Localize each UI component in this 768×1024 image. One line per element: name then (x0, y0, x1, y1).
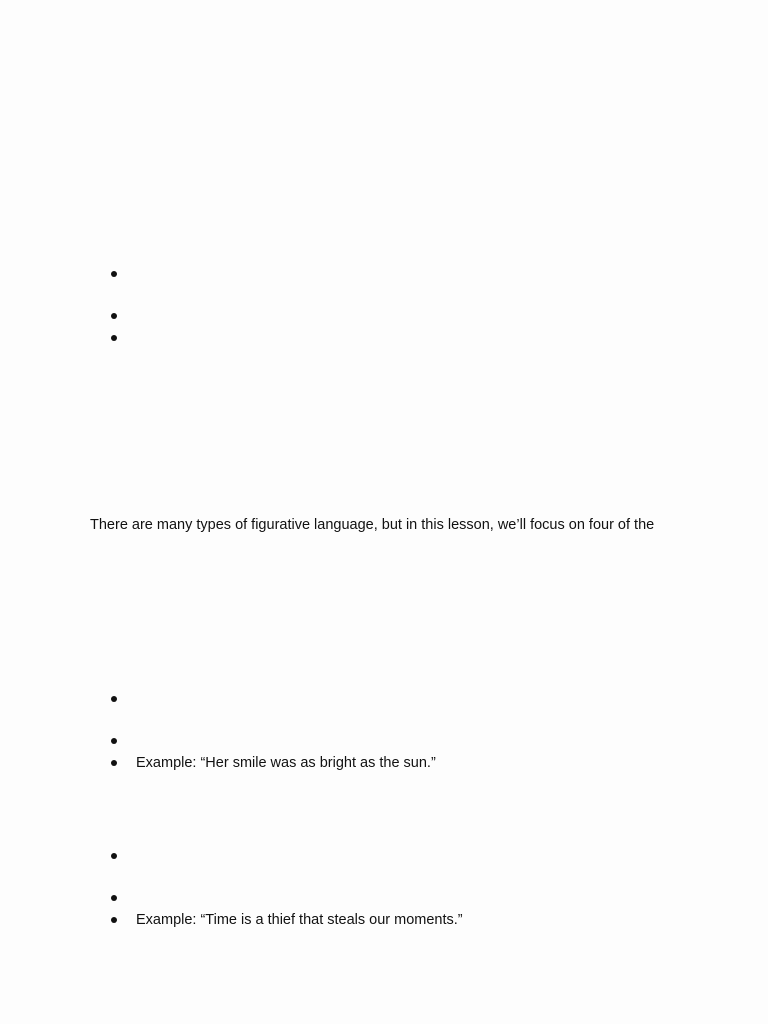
bullet-dot (111, 313, 117, 319)
bullet-dot (111, 760, 117, 766)
bullet-dot (111, 917, 117, 923)
bullet-dot (111, 271, 117, 277)
bullet-dot (111, 853, 117, 859)
bullet-dot (111, 895, 117, 901)
bullet-dot (111, 696, 117, 702)
example-simile: Example: “Her smile was as bright as the sun.” (136, 755, 436, 771)
bullet-dot (111, 335, 117, 341)
intro-paragraph: There are many types of figurative language, but in this lesson, we’ll focus on four of the (90, 517, 655, 533)
example-metaphor: Example: “Time is a thief that steals our moments.” (136, 912, 463, 928)
bullet-dot (111, 738, 117, 744)
